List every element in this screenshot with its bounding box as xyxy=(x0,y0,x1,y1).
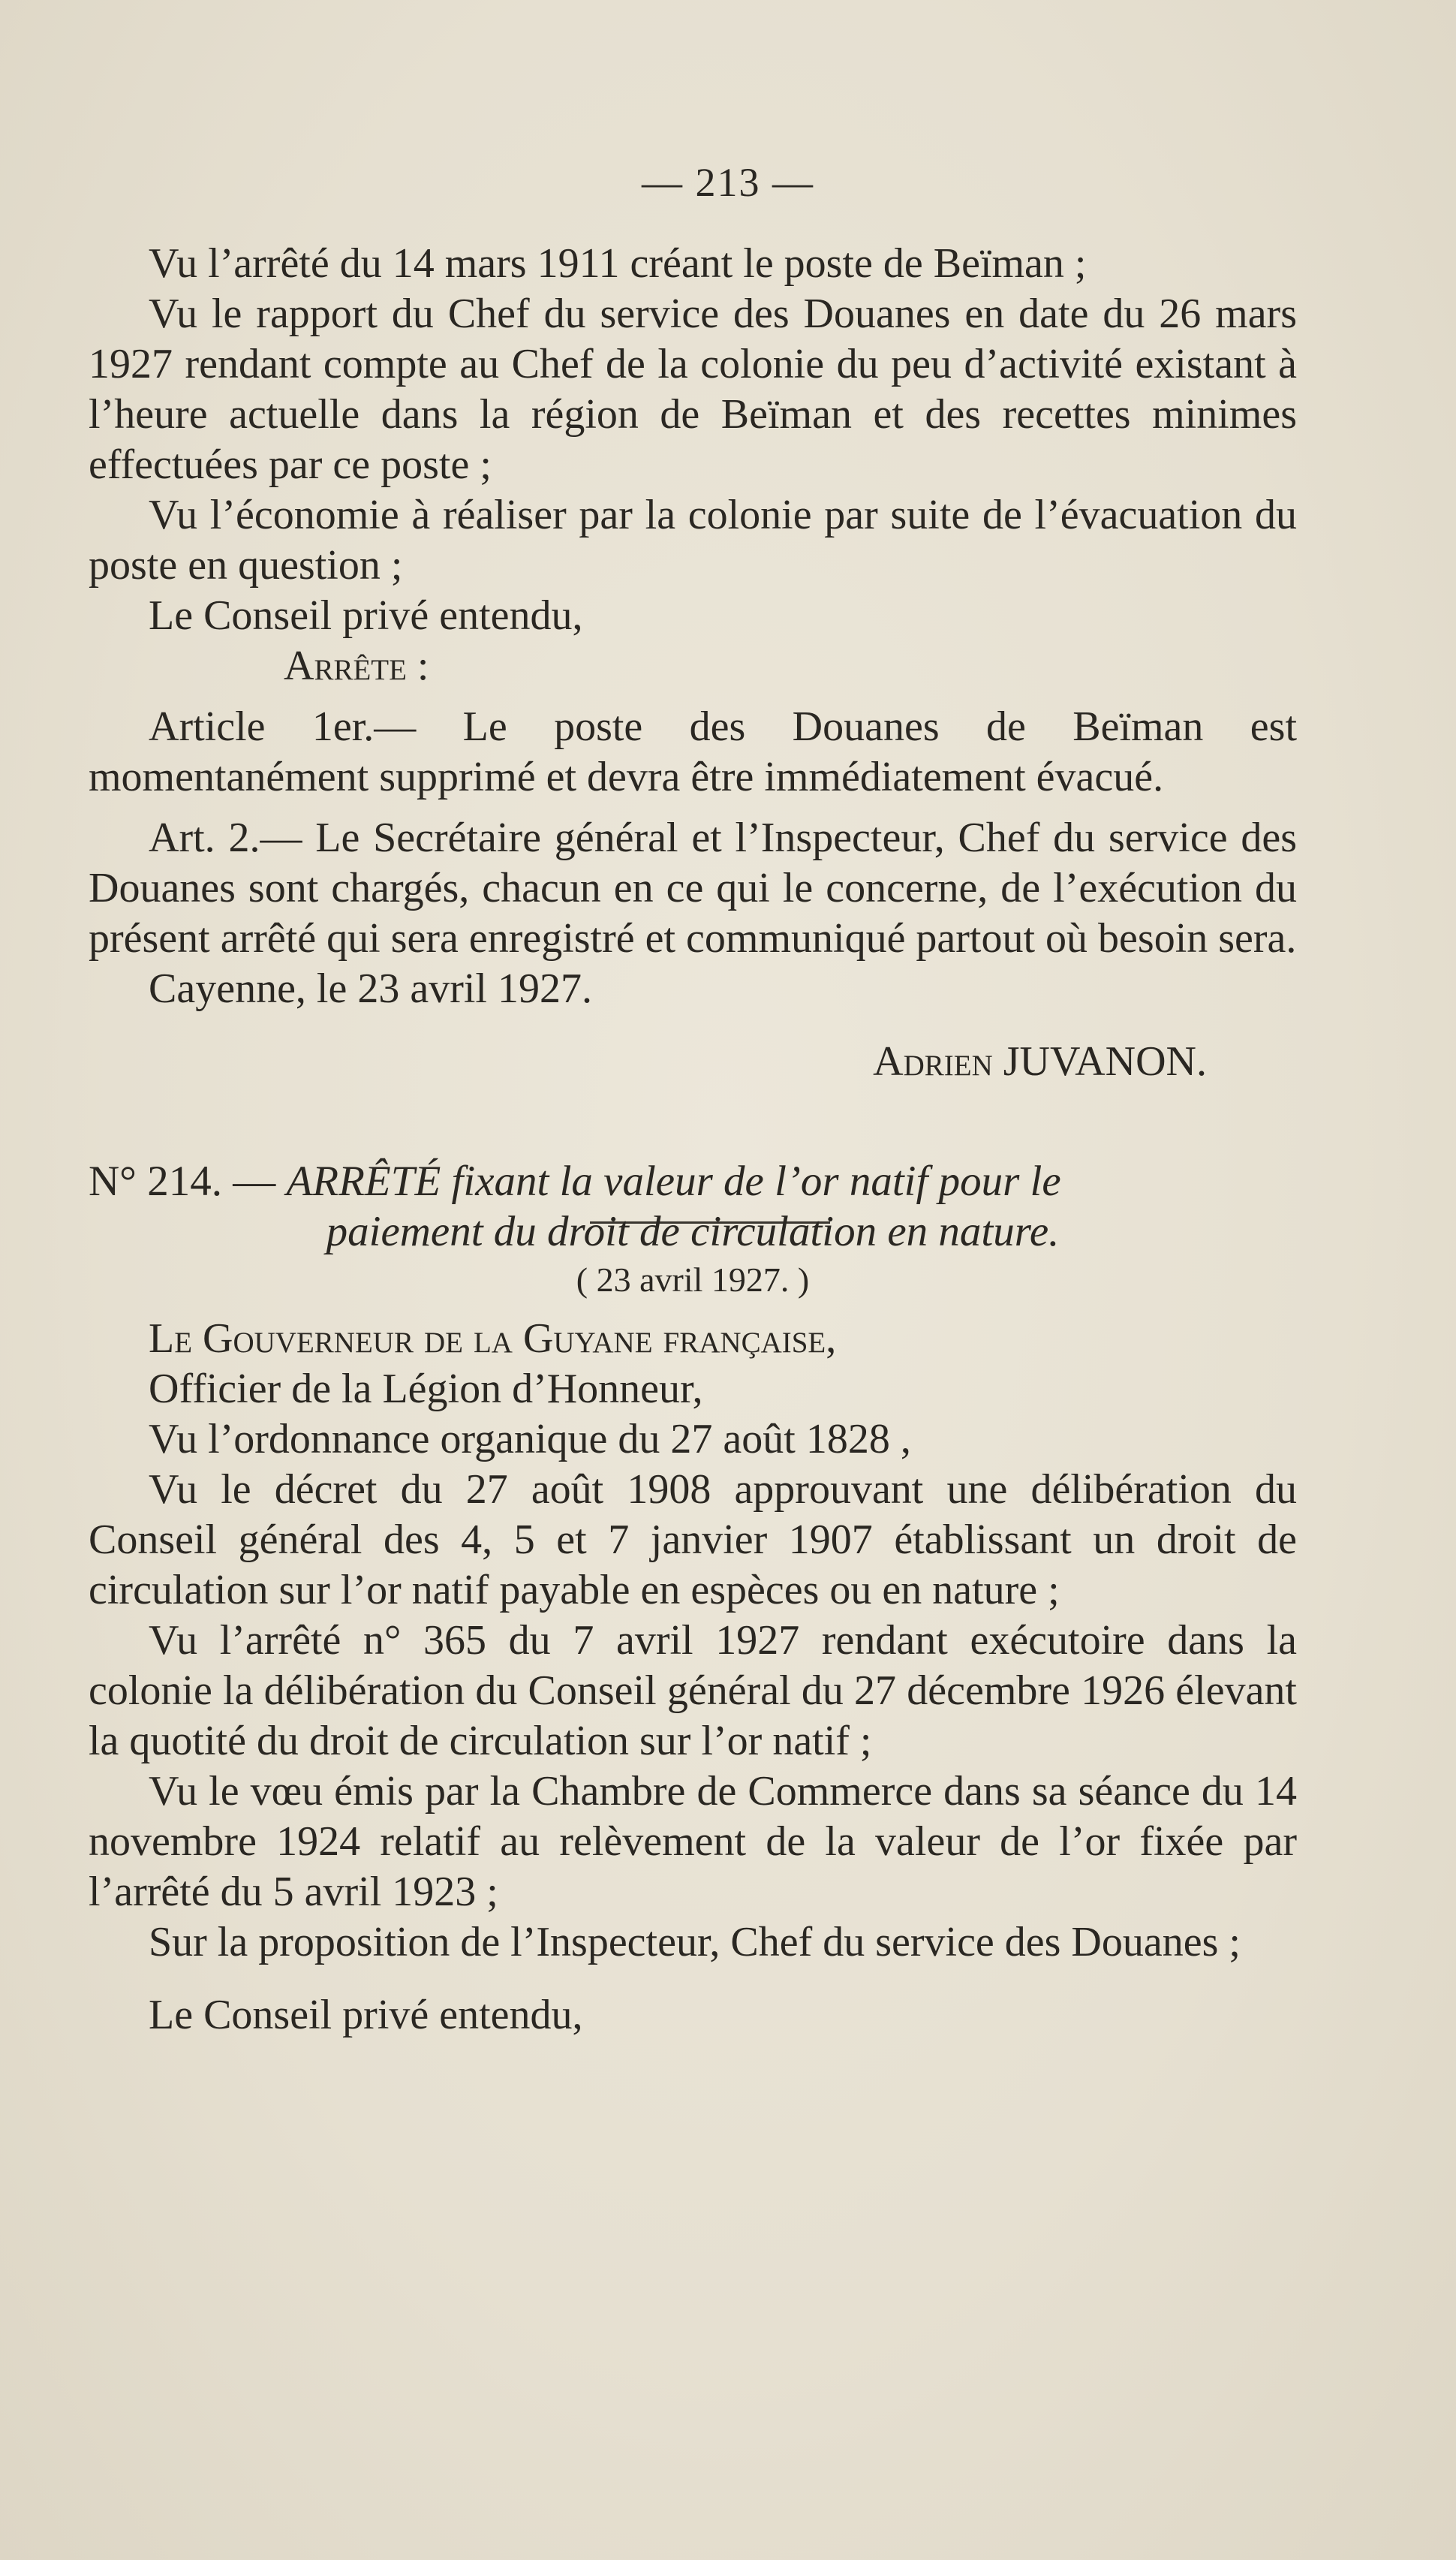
decree-title-line2: paiement du droit de circulation en nature. xyxy=(326,1208,1060,1255)
officer-line: Officier de la Légion d’Honneur, xyxy=(149,1366,703,1412)
paragraph-voeu-chambre: Vu le vœu émis par la Chambre de Commerce dans sa séance du 14 novembre 1924 relatif au relèvement de la valeur de l’or fixée par l’arrêté du 5 avril 1923 ; xyxy=(89,1768,1297,1915)
decree-title xyxy=(89,1156,1297,1207)
decree-title-rest: fixant la valeur de l’or natif pour le xyxy=(451,1158,1061,1205)
paragraph-conseil-entendu: Le Conseil privé entendu, xyxy=(149,592,583,639)
article-2: Art. 2.— Le Secrétaire général et l’Inspecteur, Chef du service des Douanes sont chargés, chacun en ce qui le concerne, de l’exécution du présent arrêté qui sera enregistré et communiqué partout où besoin sera. xyxy=(89,815,1297,962)
arrete-heading: Arrête : xyxy=(284,643,429,689)
paragraph-vu-arrete-1911: Vu l’arrêté du 14 mars 1911 créant le poste de Beïman ; xyxy=(149,240,1087,287)
decree-number: N° 214. — xyxy=(89,1158,276,1205)
place-date: Cayenne, le 23 avril 1927. xyxy=(149,965,592,1012)
article-1: Article 1er.— Le poste des Douanes de Beïman est momentanément supprimé et devra être immédiatement évacué. xyxy=(89,703,1297,800)
paragraph-vu-rapport: Vu le rapport du Chef du service des Douanes en date du 26 mars 1927 rendant compte au Chef de la colonie du peu d’activité existant à l’heure actuelle dans la région de Beïman et des recettes minimes effectuées par ce poste ; xyxy=(89,291,1297,488)
paragraph-arrete-365: Vu l’arrêté n° 365 du 7 avril 1927 rendant exécutoire dans la colonie la délibération du Conseil général du 27 décembre 1926 élevant la quotité du droit de circulation sur l’or natif ; xyxy=(89,1617,1297,1764)
decree-date: ( 23 avril 1927. ) xyxy=(576,1260,810,1299)
paragraph-vu-economie: Vu l’économie à réaliser par la colonie par suite de l’évacuation du poste en question ; xyxy=(89,492,1297,589)
page-number: — 213 — xyxy=(642,160,814,205)
decree-213-body xyxy=(89,239,1297,1087)
decree-title-lead: ARRÊTÉ xyxy=(286,1158,441,1205)
paragraph-decret-1908: Vu le décret du 27 août 1908 approuvant une délibération du Conseil général des 4, 5 et 7 janvier 1907 établissant un droit de circulation sur l’or natif payable en espèces ou en nature ; xyxy=(89,1466,1297,1613)
governor-line: Le Gouverneur de la Guyane française, xyxy=(149,1315,837,1362)
paragraph-ordonnance: Vu l’ordonnance organique du 27 août 1828 , xyxy=(149,1416,911,1462)
paragraph-conseil-entendu-2: Le Conseil privé entendu, xyxy=(149,1992,583,2038)
signature: Adrien JUVANON. xyxy=(873,1038,1207,1085)
paragraph-proposition: Sur la proposition de l’Inspecteur, Chef du service des Douanes ; xyxy=(149,1919,1241,1965)
decree-214-body xyxy=(89,1156,1297,2040)
